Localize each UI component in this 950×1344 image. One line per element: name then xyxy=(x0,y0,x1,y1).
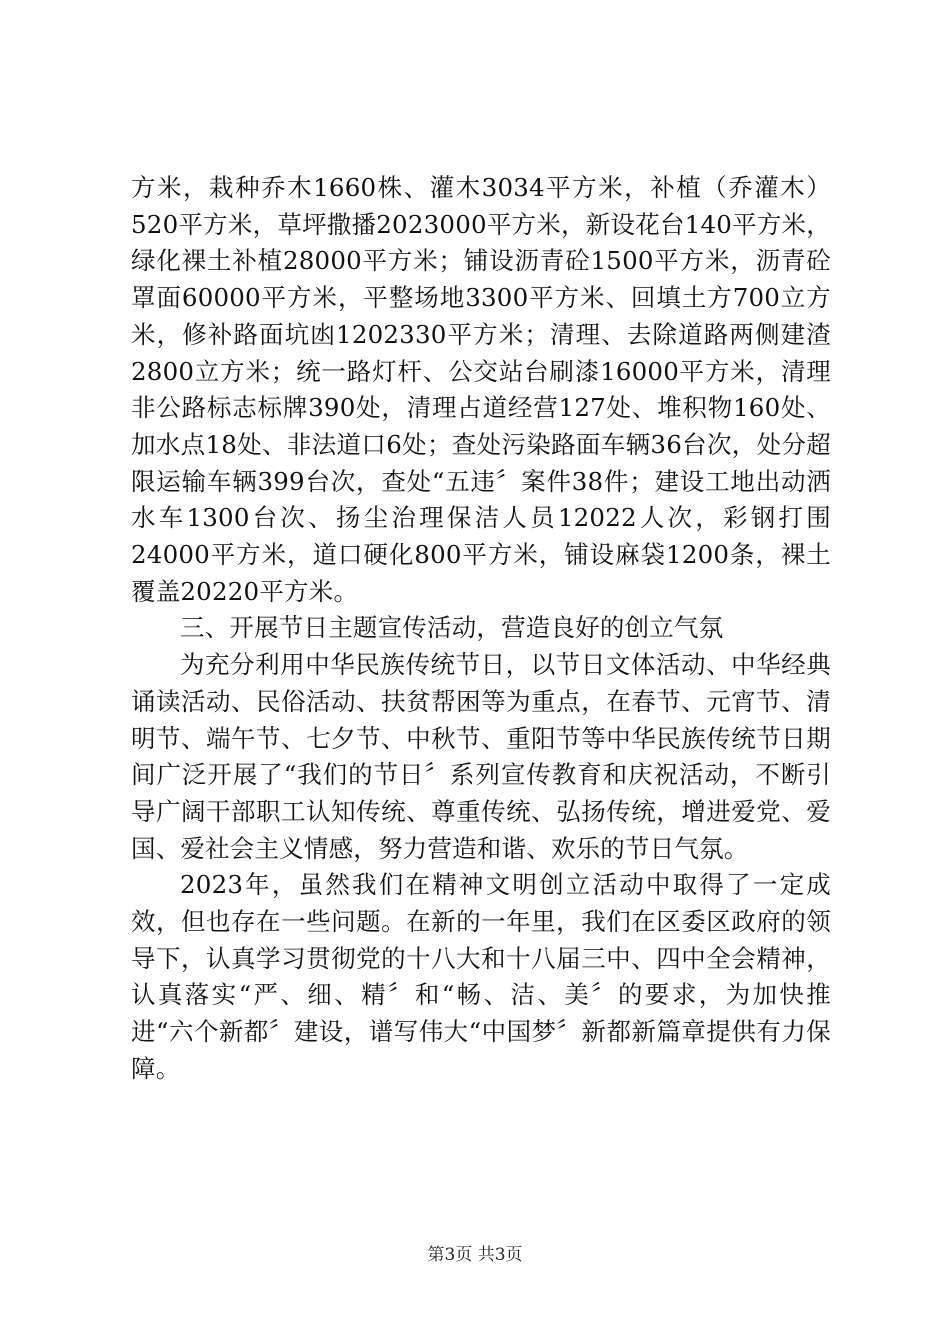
section-heading: 三、开展节日主题宣传活动，营造良好的创立气氛 xyxy=(180,613,724,643)
summary-paragraph: 2023年，虽然我们在精神文明创立活动中取得了一定成效，但也存在一些问题。在新的一年里，我们在区委区政府的领导下，认真学习贯彻党的十八大和十八届三中、四中全会精神，认真落实“严、细、精〞和“畅、洁、美〞的要求，为加快推进“六个新都〞建设，谱写伟大“中国梦〞新都新篇章提供有力保障。 xyxy=(131,870,831,1083)
festival-paragraph: 为充分利用中华民族传统节日，以节日文体活动、中华经典诵读活动、民俗活动、扶贫帮困等为重点，在春节、元宵节、清明节、端午节、七夕节、中秋节、重阳节等中华民族传统节日期间广泛开展了“我们的节日〞系列宣传教育和庆祝活动，不断引导广阔干部职工认知传统、尊重传统、弘扬传统，增进爱党、爱国、爱社会主义情感，努力营造和谐、欢乐的节日气氛。 xyxy=(131,650,831,863)
page-footer: 第3页 共3页 xyxy=(427,1245,523,1265)
continued-paragraph: 方米，栽种乔木1660株、灌木3034平方米，补植（乔灌木）520平方米，草坪撒播2023000平方米，新设花台140平方米，绿化裸土补植28000平方米；铺设沥青砼1500平方米，沥青砼罩面60000平方米，平整场地3300平方米、回填土方700立方米，修补路面坑凼1202330平方米；清理、去除道路两侧建渣2800立方米；统一路灯杆、公交站台刷漆16000平方米，清理非公路标志标牌390处，清理占道经营127处、堆积物160处、加水点18处、非法道口6处；查处污染路面车辆36台次，处分超限运输车辆399台次，查处“五违〞案件38件；建设工地出动洒水车1300台次、扬尘治理保洁人员12022人次，彩钢打围24000平方米，道口硬化800平方米，铺设麻袋1200条，裸土覆盖20220平方米。 xyxy=(131,173,831,606)
document-body xyxy=(131,170,831,1088)
